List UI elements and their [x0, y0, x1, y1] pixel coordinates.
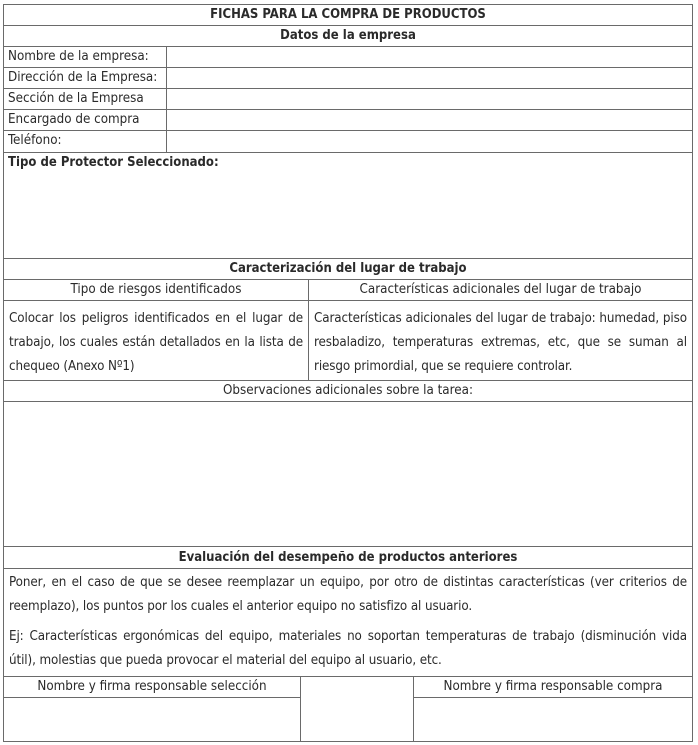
company-heading-row — [4, 26, 692, 47]
company-name-label: Nombre de la empresa: — [4, 47, 167, 67]
risk-types-text[interactable]: Colocar los peligros identificados en el lugar de trabajo, los cuales están detallados en la lista de chequeo (Anexo Nº1) — [4, 301, 309, 380]
risk-types-header: Tipo de riesgos identificados — [4, 280, 309, 300]
workplace-col-headers — [4, 280, 692, 301]
evaluation-content-row — [4, 569, 692, 677]
company-field-row — [4, 68, 692, 89]
selection-signature-label: Nombre y firma responsable selección — [4, 677, 301, 698]
purchase-signature-label: Nombre y firma responsable compra — [413, 677, 692, 698]
company-address-label: Dirección de la Empresa: — [4, 68, 167, 88]
form-title: FICHAS PARA LA COMPRA DE PRODUCTOS — [210, 7, 486, 22]
signatures-row — [4, 677, 692, 741]
company-name-field[interactable] — [167, 47, 692, 67]
workplace-heading: Caracterización del lugar de trabajo — [229, 261, 467, 276]
purchase-form — [3, 4, 693, 742]
evaluation-example-text: Ej: Características ergonómicas del equipo, materiales no soportan temperaturas de trabajo (disminución vida útil), molestias que pueda provocar el material del equipo al usuario, etc. — [9, 629, 687, 668]
evaluation-instructions-text: Poner, en el caso de que se desee reemplazar un equipo, por otro de distintas características (ver criterios de reemplazo), los puntos por los cuales el anterior equipo no satisfizo al usuario. — [9, 575, 687, 614]
company-section-field[interactable] — [167, 89, 692, 109]
workplace-content-row — [4, 301, 692, 381]
purchase-manager-field[interactable] — [167, 110, 692, 130]
additional-features-text[interactable]: Características adicionales del lugar de trabajo: humedad, piso resbaladizo, temperaturas extremas, etc, que se suman al riesgo primordial, que se requiere controlar. — [314, 311, 687, 374]
workplace-heading-row — [4, 259, 692, 280]
observations-heading-row — [4, 381, 692, 402]
company-field-row — [4, 89, 692, 110]
purchase-manager-label: Encargado de compra — [4, 110, 167, 130]
observations-area — [4, 402, 692, 547]
company-field-row — [4, 131, 692, 153]
signature-spacer — [301, 677, 413, 741]
evaluation-heading: Evaluación del desempeño de productos anteriores — [178, 550, 518, 565]
company-field-row — [4, 47, 692, 68]
phone-label: Teléfono: — [4, 131, 167, 152]
purchase-signature-field[interactable] — [413, 698, 692, 741]
phone-field[interactable] — [167, 131, 692, 152]
protector-type-row — [4, 153, 692, 259]
protector-type-label: Tipo de Protector Seleccionado: — [8, 155, 219, 170]
additional-features-header: Características adicionales del lugar de trabajo — [359, 282, 642, 297]
protector-type-field[interactable] — [4, 175, 692, 258]
form-title-row — [4, 5, 692, 26]
observations-field[interactable] — [4, 402, 692, 546]
company-section-heading: Datos de la empresa — [280, 28, 416, 43]
observations-heading: Observaciones adicionales sobre la tarea: — [223, 383, 473, 398]
company-section-label: Sección de la Empresa — [4, 89, 167, 109]
company-address-field[interactable] — [167, 68, 692, 88]
evaluation-heading-row — [4, 547, 692, 569]
selection-signature-field[interactable] — [4, 698, 301, 741]
company-field-row — [4, 110, 692, 131]
